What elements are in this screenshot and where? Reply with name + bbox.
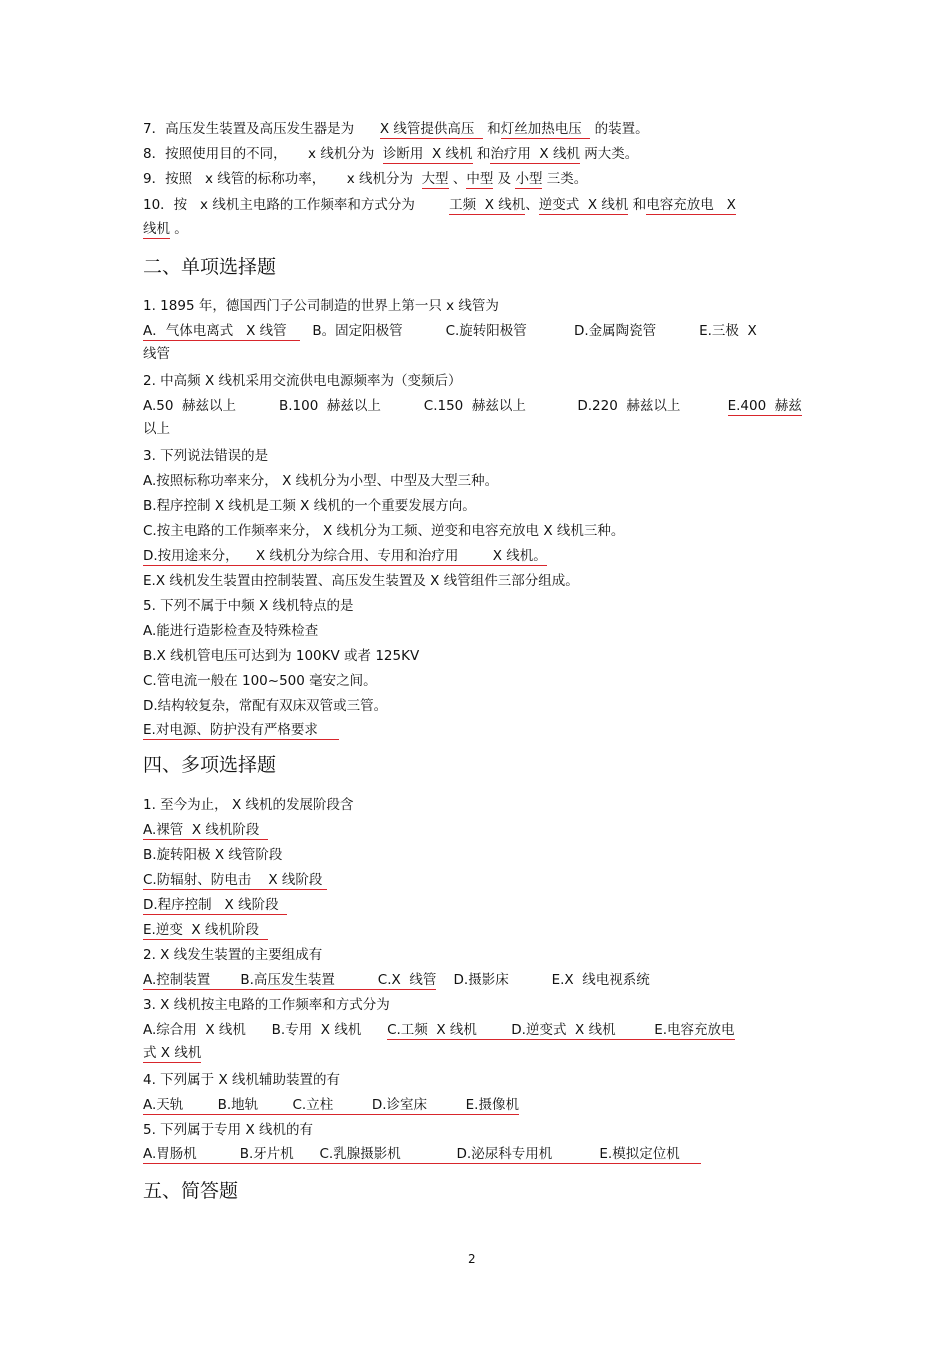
s4-q1-option-e: E.逆变 X 线机阶段 xyxy=(143,922,268,938)
s2-q5-option-a: A.能进行造影检查及特殊检查 xyxy=(143,623,319,639)
s4-q1-option-a: A.裸管 X 线机阶段 xyxy=(143,822,268,838)
fill-q8: 8．按照使用目的不同， x 线机分为 诊断用 X 线机 和治疗用 X 线机 两大类。 xyxy=(143,146,639,162)
s2-q5-option-b: B.X 线机管电压可达到为 100KV 或者 125KV xyxy=(143,648,420,664)
page-number: 2 xyxy=(468,1252,476,1266)
s4-q2-stem: 2. X 线发生装置的主要组成有 xyxy=(143,947,323,963)
s2-q1-options: A．气体电离式 X 线管 B。固定阳极管 C.旋转阳极管 D.金属陶瓷管 E.三极 X xyxy=(143,323,757,339)
s2-q5-option-e: E.对电源、防护没有严格要求 xyxy=(143,722,340,738)
s2-q1-cont: 线管 xyxy=(143,346,170,362)
s4-q1-option-c: C.防辐射、防电击 X 线阶段 xyxy=(143,872,327,888)
s2-q3-option-a: A.按照标称功率来分， X 线机分为小型、中型及大型三种。 xyxy=(143,473,499,489)
s4-q1-stem: 1. 至今为止， X 线机的发展阶段含 xyxy=(143,797,354,813)
s2-q2-cont: 以上 xyxy=(143,421,170,437)
s4-q5-options: A.胃肠机 B.牙片机 C.乳腺摄影机 D.泌尿科专用机 E.模拟定位机 xyxy=(143,1146,702,1162)
s4-q3-options: A.综合用 X 线机 B.专用 X 线机 C.工频 X 线机 D.逆变式 X 线机 E.电容充放电 xyxy=(143,1022,735,1038)
s2-q5-option-d: D.结构较复杂，常配有双床双管或三管。 xyxy=(143,698,388,714)
s4-q4-options: A.天轨 B.地轨 C.立柱 D.诊室床 E.摄像机 xyxy=(143,1097,519,1113)
s4-q3-stem: 3. X 线机按主电路的工作频率和方式分为 xyxy=(143,997,390,1013)
fill-q7: 7．高压发生装置及高压发生器是为 X 线管提供高压 和灯丝加热电压 的装置。 xyxy=(143,121,649,137)
s4-q2-options: A.控制装置 B.高压发生装置 C.X 线管 D.摄影床 E.X 线电视系统 xyxy=(143,972,650,988)
s2-q3-option-c: C.按主电路的工作频率来分， X 线机分为工频、逆变和电容充放电 X 线机三种。 xyxy=(143,523,625,539)
s2-q3-stem: 3. 下列说法错误的是 xyxy=(143,448,269,464)
s4-q3-cont: 式 X 线机 xyxy=(143,1045,202,1061)
s4-q1-option-b: B.旋转阳极 X 线管阶段 xyxy=(143,847,283,863)
s2-q5-stem: 5. 下列不属于中频 X 线机特点的是 xyxy=(143,598,354,614)
s2-q3-option-b: B.程序控制 X 线机是工频 X 线机的一个重要发展方向。 xyxy=(143,498,476,514)
s4-q4-stem: 4. 下列属于 X 线机辅助装置的有 xyxy=(143,1072,341,1088)
s2-q5-option-c: C.管电流一般在 100~500 毫安之间。 xyxy=(143,673,377,689)
s2-q2-stem: 2. 中高频 X 线机采用交流供电电源频率为（变频后） xyxy=(143,373,462,389)
section-title-short-answer: 五、简答题 xyxy=(143,1180,239,1202)
s2-q1-stem: 1. 1895 年，德国西门子公司制造的世界上第一只 x 线管为 xyxy=(143,298,499,314)
s2-q3-option-e: E.X 线机发生装置由控制装置、高压发生装置及 X 线管组件三部分组成。 xyxy=(143,573,579,589)
s2-q3-option-d: D.按用途来分， X 线机分为综合用、专用和治疗用 X 线机。 xyxy=(143,548,547,564)
s4-q5-stem: 5. 下列属于专用 X 线机的有 xyxy=(143,1122,314,1138)
fill-q10-cont: 线机 。 xyxy=(143,221,188,237)
s4-q1-option-d: D.程序控制 X 线阶段 xyxy=(143,897,288,913)
s2-q2-options: A.50 赫兹以上 B.100 赫兹以上 C.150 赫兹以上 D.220 赫兹以上 E.400 赫兹 xyxy=(143,398,802,414)
section-title-single-choice: 二、单项选择题 xyxy=(143,256,277,278)
section-title-multi-choice: 四、多项选择题 xyxy=(143,754,277,776)
fill-q9: 9．按照 x 线管的标称功率， x 线机分为 大型 、中型 及 小型 三类。 xyxy=(143,171,588,187)
fill-q10: 10．按 x 线机主电路的工作频率和方式分为 工频 X 线机、逆变式 X 线机 和电容充放电 X xyxy=(143,197,736,213)
